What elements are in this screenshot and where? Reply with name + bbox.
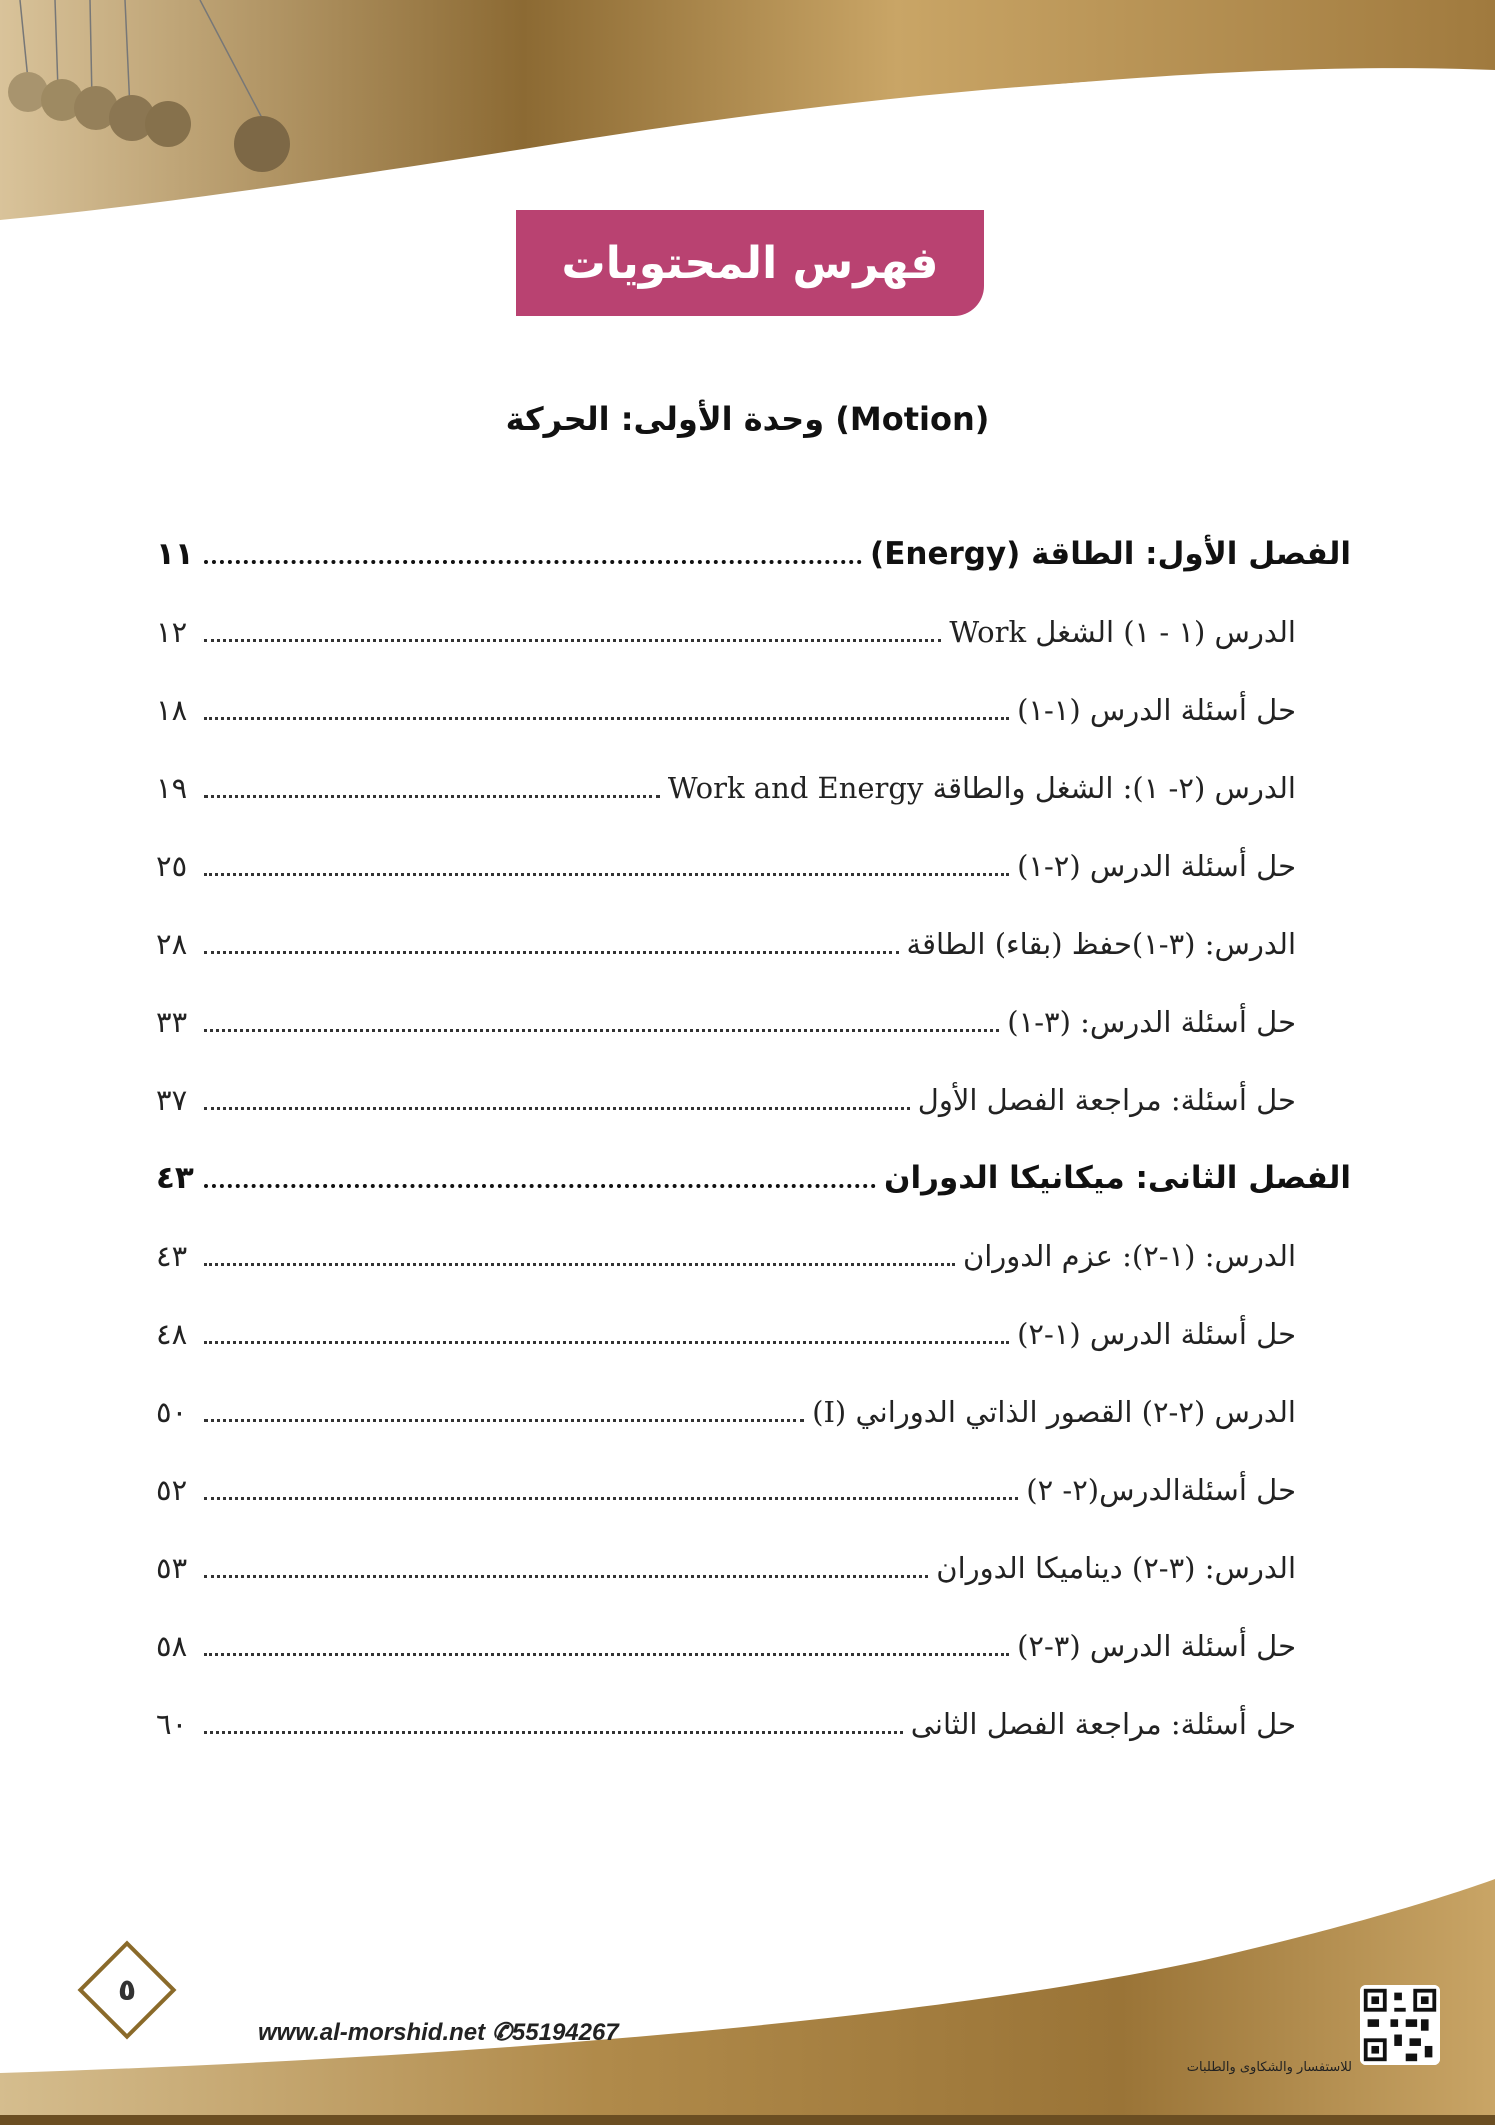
toc-lesson-row: [156, 1390, 1351, 1434]
toc-entry-title: حل أسئلة الدرس (١-١): [1017, 693, 1296, 727]
toc-leader-dots: [204, 1575, 928, 1578]
toc-lesson-row: [156, 766, 1351, 810]
toc-page-number: ٢٨: [156, 927, 188, 961]
toc-leader-dots: [204, 1653, 1009, 1656]
toc-lesson-row: [156, 1546, 1351, 1590]
page-title: فهرس المحتويات: [516, 210, 984, 316]
toc-entry-title: الدرس: (٣-١)حفظ (بقاء) الطاقة: [906, 927, 1296, 961]
toc-lesson-row: [156, 1234, 1351, 1278]
toc-leader-dots: [204, 873, 1009, 876]
toc-lesson-row: [156, 1000, 1351, 1044]
footer-decoration: [0, 1865, 1495, 2125]
toc-leader-dots: [204, 795, 660, 798]
toc-entry-title: حل أسئلة: مراجعة الفصل الأول: [917, 1083, 1296, 1117]
toc-entry-title: حل أسئلةالدرس(٢- ٢): [1026, 1473, 1296, 1507]
toc-page-number: ٢٥: [156, 849, 188, 883]
qr-code-icon: [1360, 1985, 1440, 2065]
page-number: ٥: [117, 1972, 137, 2008]
toc-page-number: ٣٣: [156, 1005, 188, 1039]
toc-leader-dots: [204, 717, 1009, 720]
toc-page-number: ٤٨: [156, 1317, 188, 1351]
toc-leader-dots: [204, 1497, 1018, 1500]
toc-entry-title: الدرس (٢-٢) القصور الذاتي الدوراني (I): [812, 1395, 1296, 1429]
toc-leader-dots: [204, 1029, 999, 1032]
toc-lesson-row: [156, 844, 1351, 888]
toc-lesson-row: [156, 922, 1351, 966]
toc-lesson-row: [156, 1468, 1351, 1512]
toc-page-number: ٥٠: [156, 1395, 188, 1429]
toc-entry-title: الفصل الأول: الطاقة (Energy): [870, 536, 1351, 572]
unit-heading: وحدة الأولى: الحركة (Motion): [505, 400, 990, 438]
toc-lesson-row: [156, 1624, 1351, 1668]
toc-lesson-row: [156, 688, 1351, 732]
toc-entry-title: الفصل الثانى: ميكانيكا الدوران: [884, 1160, 1351, 1196]
toc-entry-title: الدرس (١ - ١) الشغل Work: [949, 615, 1296, 649]
toc-leader-dots: [204, 1107, 910, 1110]
toc-lesson-row: [156, 1702, 1351, 1746]
toc-page-number: ١١: [156, 536, 194, 572]
toc-leader-dots: [204, 951, 899, 954]
toc-leader-dots: [204, 1184, 876, 1188]
toc-entry-title: حل أسئلة الدرس (٢-١): [1017, 849, 1296, 883]
toc-page-number: ٥٣: [156, 1551, 188, 1585]
toc-chapter-row: [156, 1156, 1351, 1200]
toc-leader-dots: [204, 639, 941, 642]
toc-entry-title: حل أسئلة: مراجعة الفصل الثانى: [910, 1707, 1296, 1741]
toc-chapter-row: [156, 532, 1351, 576]
toc-page-number: ٣٧: [156, 1083, 188, 1117]
toc-lesson-row: [156, 610, 1351, 654]
toc-page-number: ٤٣: [156, 1239, 188, 1273]
footer-contact: www.al-morshid.net ✆55194267: [258, 2019, 619, 2046]
toc-page-number: ٥٨: [156, 1629, 188, 1663]
toc-lesson-row: [156, 1078, 1351, 1122]
toc-entry-title: الدرس: (١-٢): عزم الدوران: [962, 1239, 1296, 1273]
toc-leader-dots: [204, 1341, 1009, 1344]
toc-entry-title: حل أسئلة الدرس: (٣-١): [1007, 1005, 1296, 1039]
toc-page-number: ٥٢: [156, 1473, 188, 1507]
qr-caption: للاستفسار والشكاوى والطلبات: [1186, 2060, 1352, 2075]
toc-entry-title: الدرس: (٣-٢) ديناميكا الدوران: [936, 1551, 1296, 1585]
toc-leader-dots: [204, 1263, 955, 1266]
toc-entry-title: حل أسئلة الدرس (٣-٢): [1017, 1629, 1296, 1663]
toc-leader-dots: [204, 560, 862, 564]
toc-leader-dots: [204, 1419, 804, 1422]
toc-lesson-row: [156, 1312, 1351, 1356]
toc-leader-dots: [204, 1731, 903, 1734]
toc-page-number: ١٩: [156, 771, 188, 805]
toc-entry-title: الدرس (٢- ١): الشغل والطاقة Work and Energy: [667, 771, 1296, 805]
toc-entry-title: حل أسئلة الدرس (١-٢): [1017, 1317, 1296, 1351]
toc-page-number: ٤٣: [156, 1160, 194, 1196]
toc-page-number: ٦٠: [156, 1707, 188, 1741]
toc-page-number: ١٢: [156, 615, 188, 649]
toc-page-number: ١٨: [156, 693, 188, 727]
